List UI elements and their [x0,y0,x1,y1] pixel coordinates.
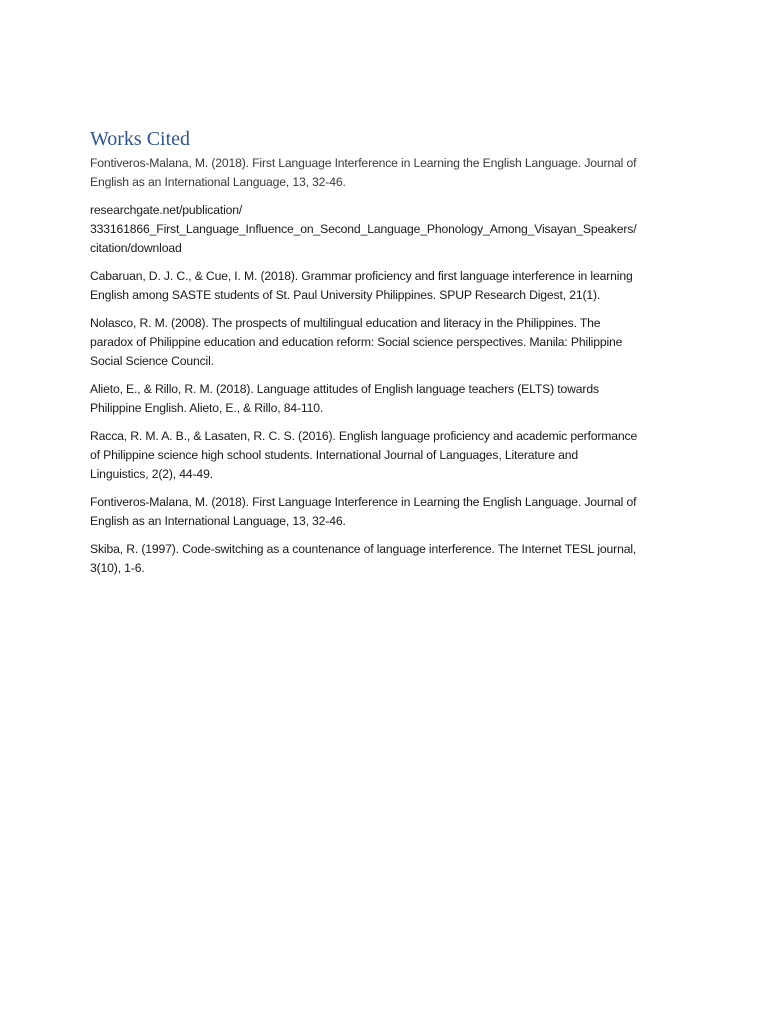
citation-entry-2 [90,201,690,258]
citation-entry-7 [90,493,690,531]
citation-entry-6 [90,427,690,484]
citation-line: Fontiveros-Malana, M. (2018). First Language Interference in Learning the English Language. Journal of [90,495,637,509]
citation-line: of Philippine science high school students. International Journal of Languages, Literature and [90,448,578,462]
citation-entry-8 [90,540,690,578]
citation-line: Social Science Council. [90,354,214,368]
citation-line: Alieto, E., & Rillo, R. M. (2018). Language attitudes of English language teachers (ELTS) towards [90,382,599,396]
citation-line: Cabaruan, D. J. C., & Cue, I. M. (2018). Grammar proficiency and first language interference in learning [90,269,633,283]
citation-line: Racca, R. M. A. B., & Lasaten, R. C. S. (2016). English language proficiency and academic performance [90,429,638,443]
citation-entry-1 [90,154,690,192]
citation-entry-4 [90,314,690,371]
works-cited-heading: Works Cited [90,128,191,150]
citation-line: English as an International Language, 13, 32-46. [90,175,346,189]
citation-line: citation/download [90,241,182,255]
citation-line: Linguistics, 2(2), 44-49. [90,467,213,481]
citation-line: 333161866_First_Language_Influence_on_Second_Language_Phonology_Among_Visayan_Speakers/ [90,222,637,236]
works-cited-section [90,126,690,587]
citation-line: English among SASTE students of St. Paul University Philippines. SPUP Research Digest, 21(1). [90,288,601,302]
citation-line: Nolasco, R. M. (2008). The prospects of multilingual education and literacy in the Philippines. The [90,316,601,330]
citation-line: researchgate.net/publication/ [90,203,243,217]
citation-line: paradox of Philippine education and education reform: Social science perspectives. Manila: Philippine [90,335,623,349]
citation-line: Skiba, R. (1997). Code-switching as a countenance of language interference. The Internet TESL journal, [90,542,637,556]
citation-entry-5 [90,380,690,418]
citation-entry-3 [90,267,690,305]
citation-line: English as an International Language, 13, 32-46. [90,514,346,528]
citation-line: Philippine English. Alieto, E., & Rillo, 84-110. [90,401,324,415]
citation-line: Fontiveros-Malana, M. (2018). First Language Interference in Learning the English Language. Journal of [90,156,637,170]
citation-line: 3(10), 1-6. [90,561,145,575]
